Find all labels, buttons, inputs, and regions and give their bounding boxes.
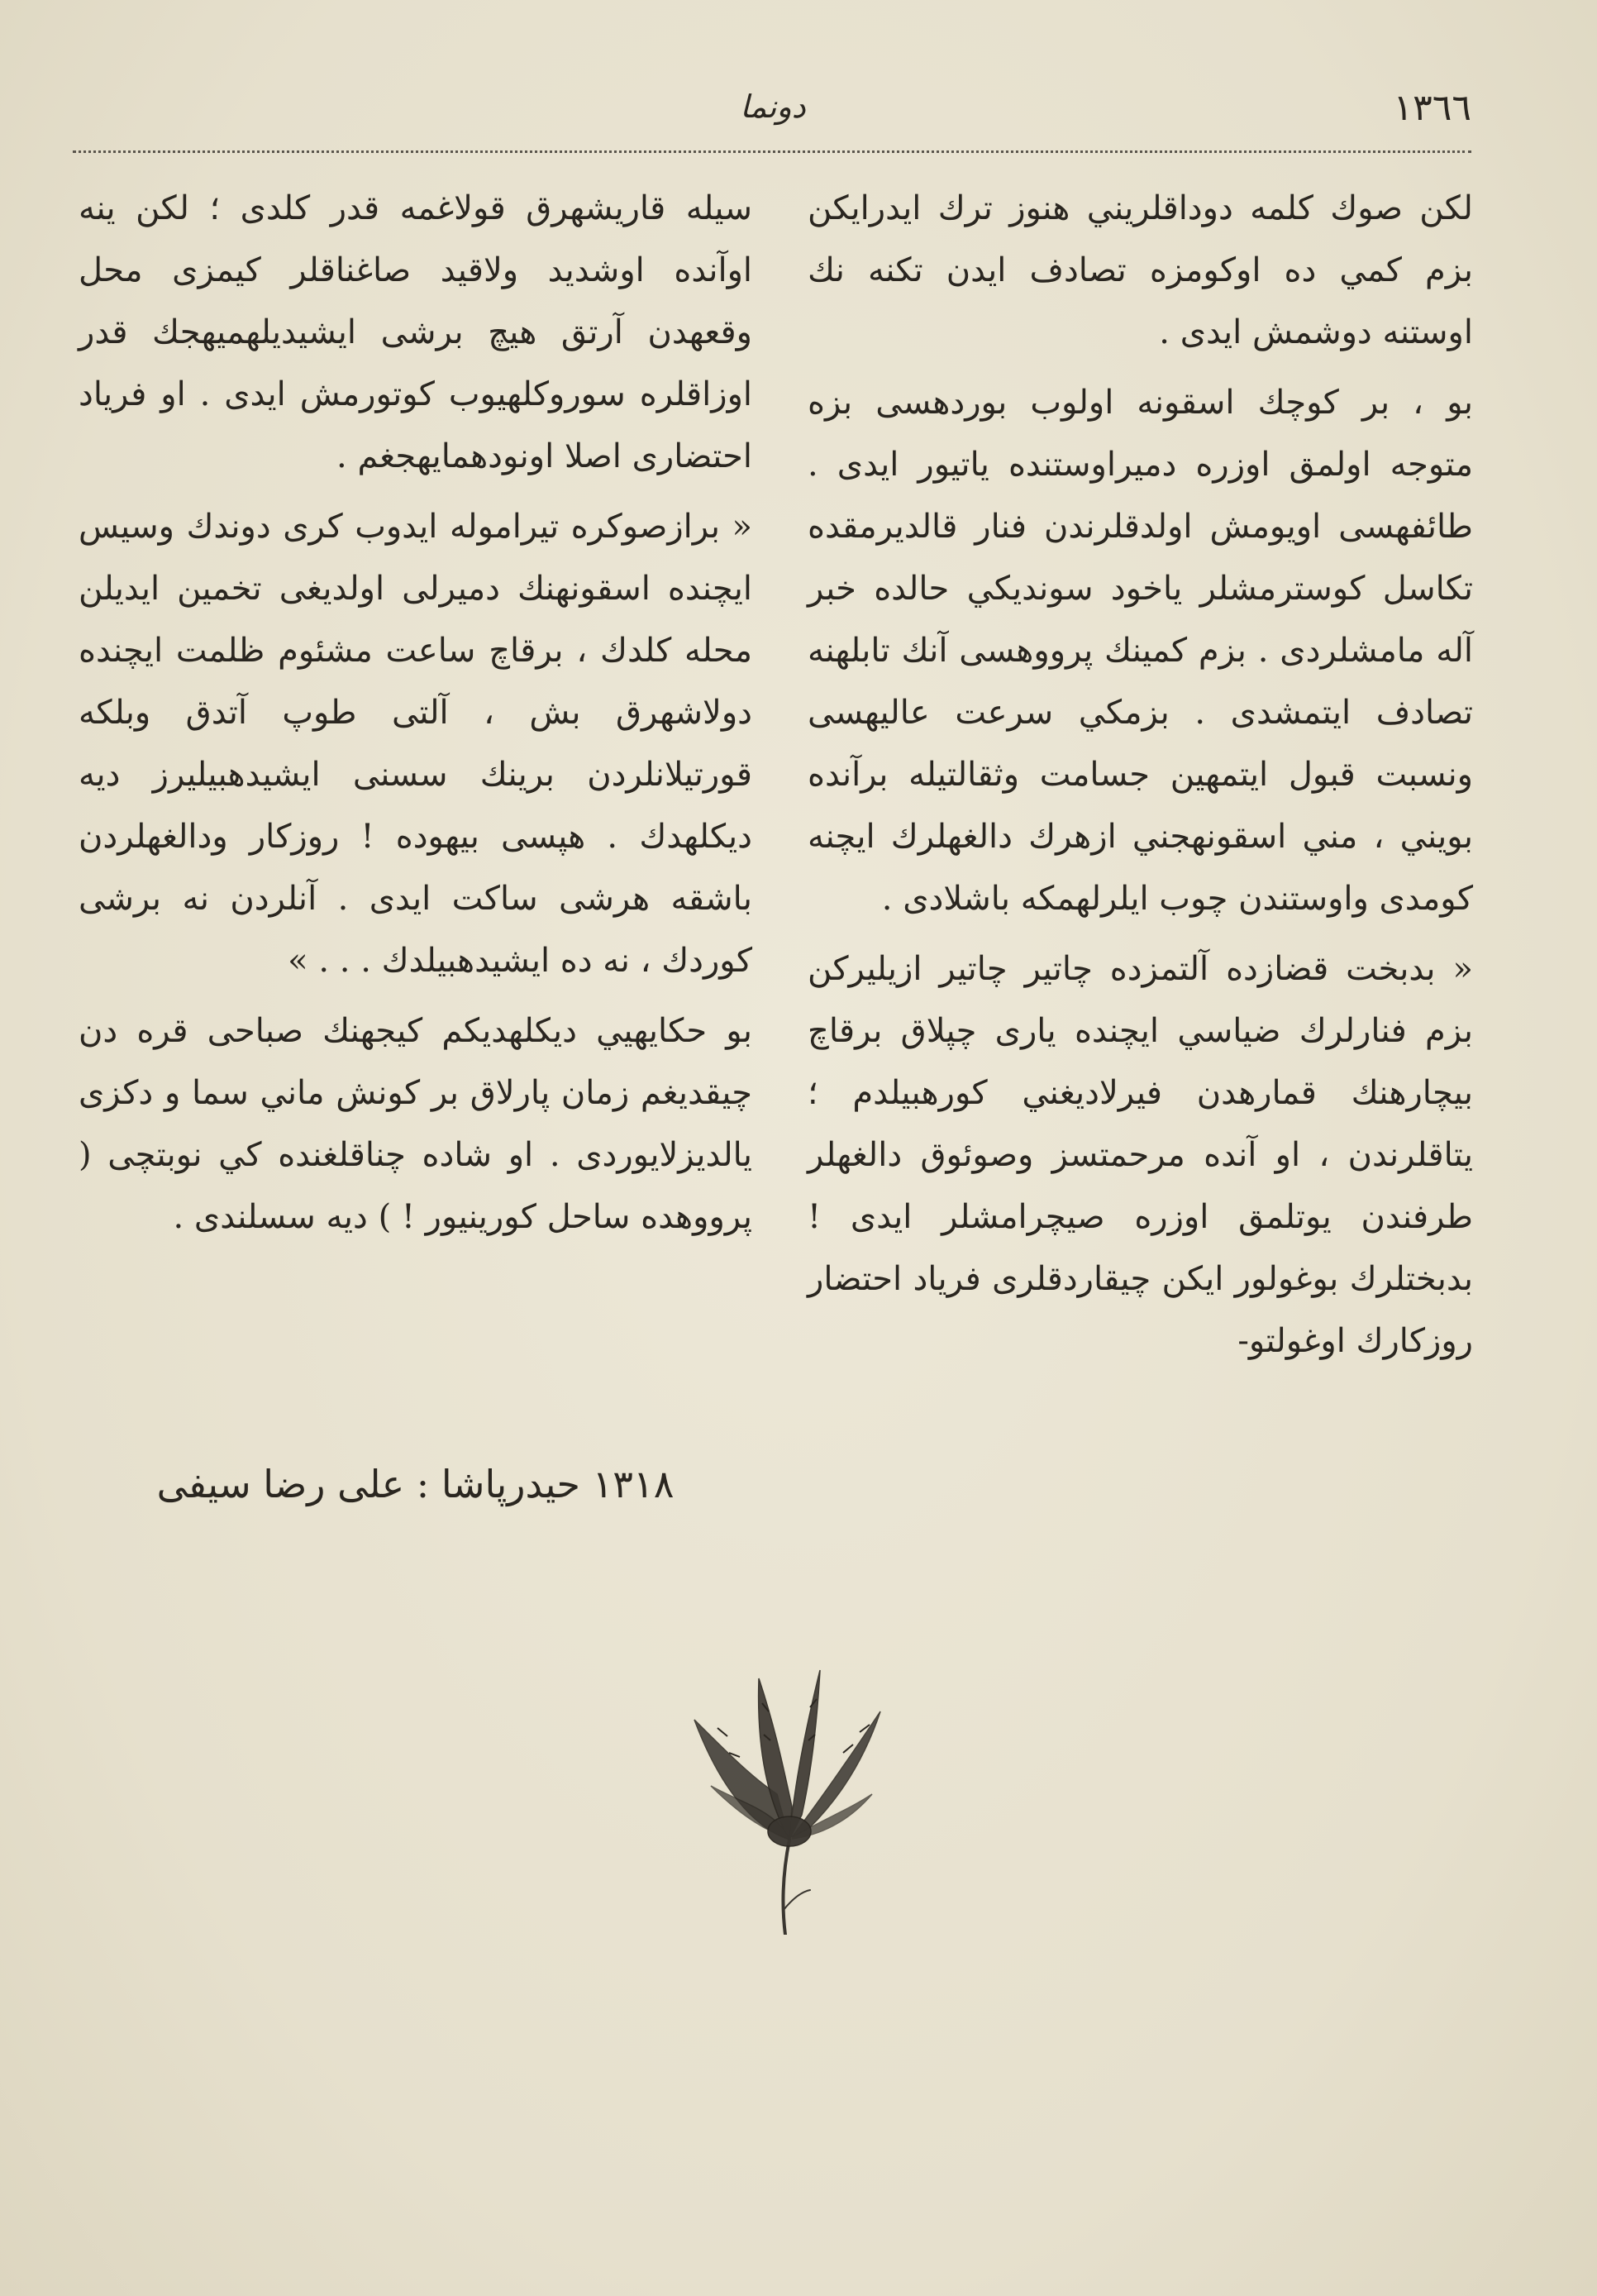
left-text-column <box>79 178 752 1257</box>
paragraph: بو ، بر كوچك اسقونه اولوب بوردهسى بزه متوجه اولمق اوزره دميراوستنده ياتيور ايدى . طائفهسى اويومش اولدقلرندن فنار قالديرمقده تكاسل كوسترمشلر ياخود سونديكي حالده خبر آله مامشلردى . بزم كمينك پرووهسى آنك تابلهنه تصادف ايتمشدى . بزمكي سرعت عاليهسى ونسبت قبول ايتمهين جسامت وثقالتيله برآنده بويني ، مني اسقونهجني ازهرك دالغهلرك ايچنه كومدى واوستندن چوب ايلرلهمكه باشلادى . <box>808 384 1473 918</box>
paragraph: « برازصوكره تيراموله ايدوب كرى دوندك وسيس ايچنده اسقونهنك دميرلى اولديغى تخمين ايديلن محله كلدك ، برقاچ ساعت مشئوم ظلمت ايچنده دولاشهرق بش ، آلتى طوپ آتدق وبلكه قورتيلانلردن برينك سسنى ايشيدهبيليرز ديه ديكلهدك . هپسى بيهوده ! روزكار ودالغهلردن باشقه هرشى ساكت ايدى . آنلردن نه برشى كوردك ، نه ده ايشيدهبيلدك . . . » <box>79 508 752 980</box>
paragraph: لكن صوك كلمه دوداقلريني هنوز ترك ايدرايكن بزم كمي ده اوكومزه تصادف ايدن تكنه نك اوستنه دوشمش ايدى . <box>808 189 1473 351</box>
running-title: دونما <box>740 88 806 125</box>
paragraph: بو حكايهيي ديكلهديكم كيجهنك صباحى قره دن چيقديغم زمان پارلاق بر كونش ماني سما و دكزى يالديزلايوردى . او شاده چناقلغنده كي نوبتچى ( پرووهده ساحل كورينيور ! ) ديه سسلندى . <box>79 1012 752 1236</box>
paragraph: سيله قاريشهرق قولاغمه قدر كلدى ؛ لكن ينه اوآنده اوشديد ولاقيد صاغناقلر كيمزى محل وقعهدن آرتق هيچ برشى ايشيديلهميهجك قدر اوزاقلره سوروكلهيوب كوتورمش ايدى . او فرياد احتضارى اصلا اونودهمايهجغم . <box>79 189 752 475</box>
header-dotted-rule <box>73 150 1471 153</box>
page-number: ١٣٦٦ <box>1393 87 1471 129</box>
page-header <box>74 79 1471 145</box>
flower-ornament-icon <box>678 1662 893 1935</box>
paragraph: « بدبخت قضازده آلتمزده چاتير چاتير ازيليركن بزم فنارلرك ضياسي ايچنده يارى چپلاق برقاچ بيچارهنك قمارهدن فيرلاديغني كورهبيلدم ؛ يتاقلرندن ، او آنده مرحمتسز وصوئوق دالغهلر طرفندن يوتلمق اوزره صيچرامشلر ايدى ! بدبختلرك بوغولور ايكن چيقاردقلرى فرياد احتضار روزكارك اوغولتو- <box>808 950 1473 1360</box>
date-and-author-signature: ١٣١٨ حيدرپاشا : على رضا سيفى <box>156 1462 675 1506</box>
right-text-column <box>808 178 1473 1381</box>
